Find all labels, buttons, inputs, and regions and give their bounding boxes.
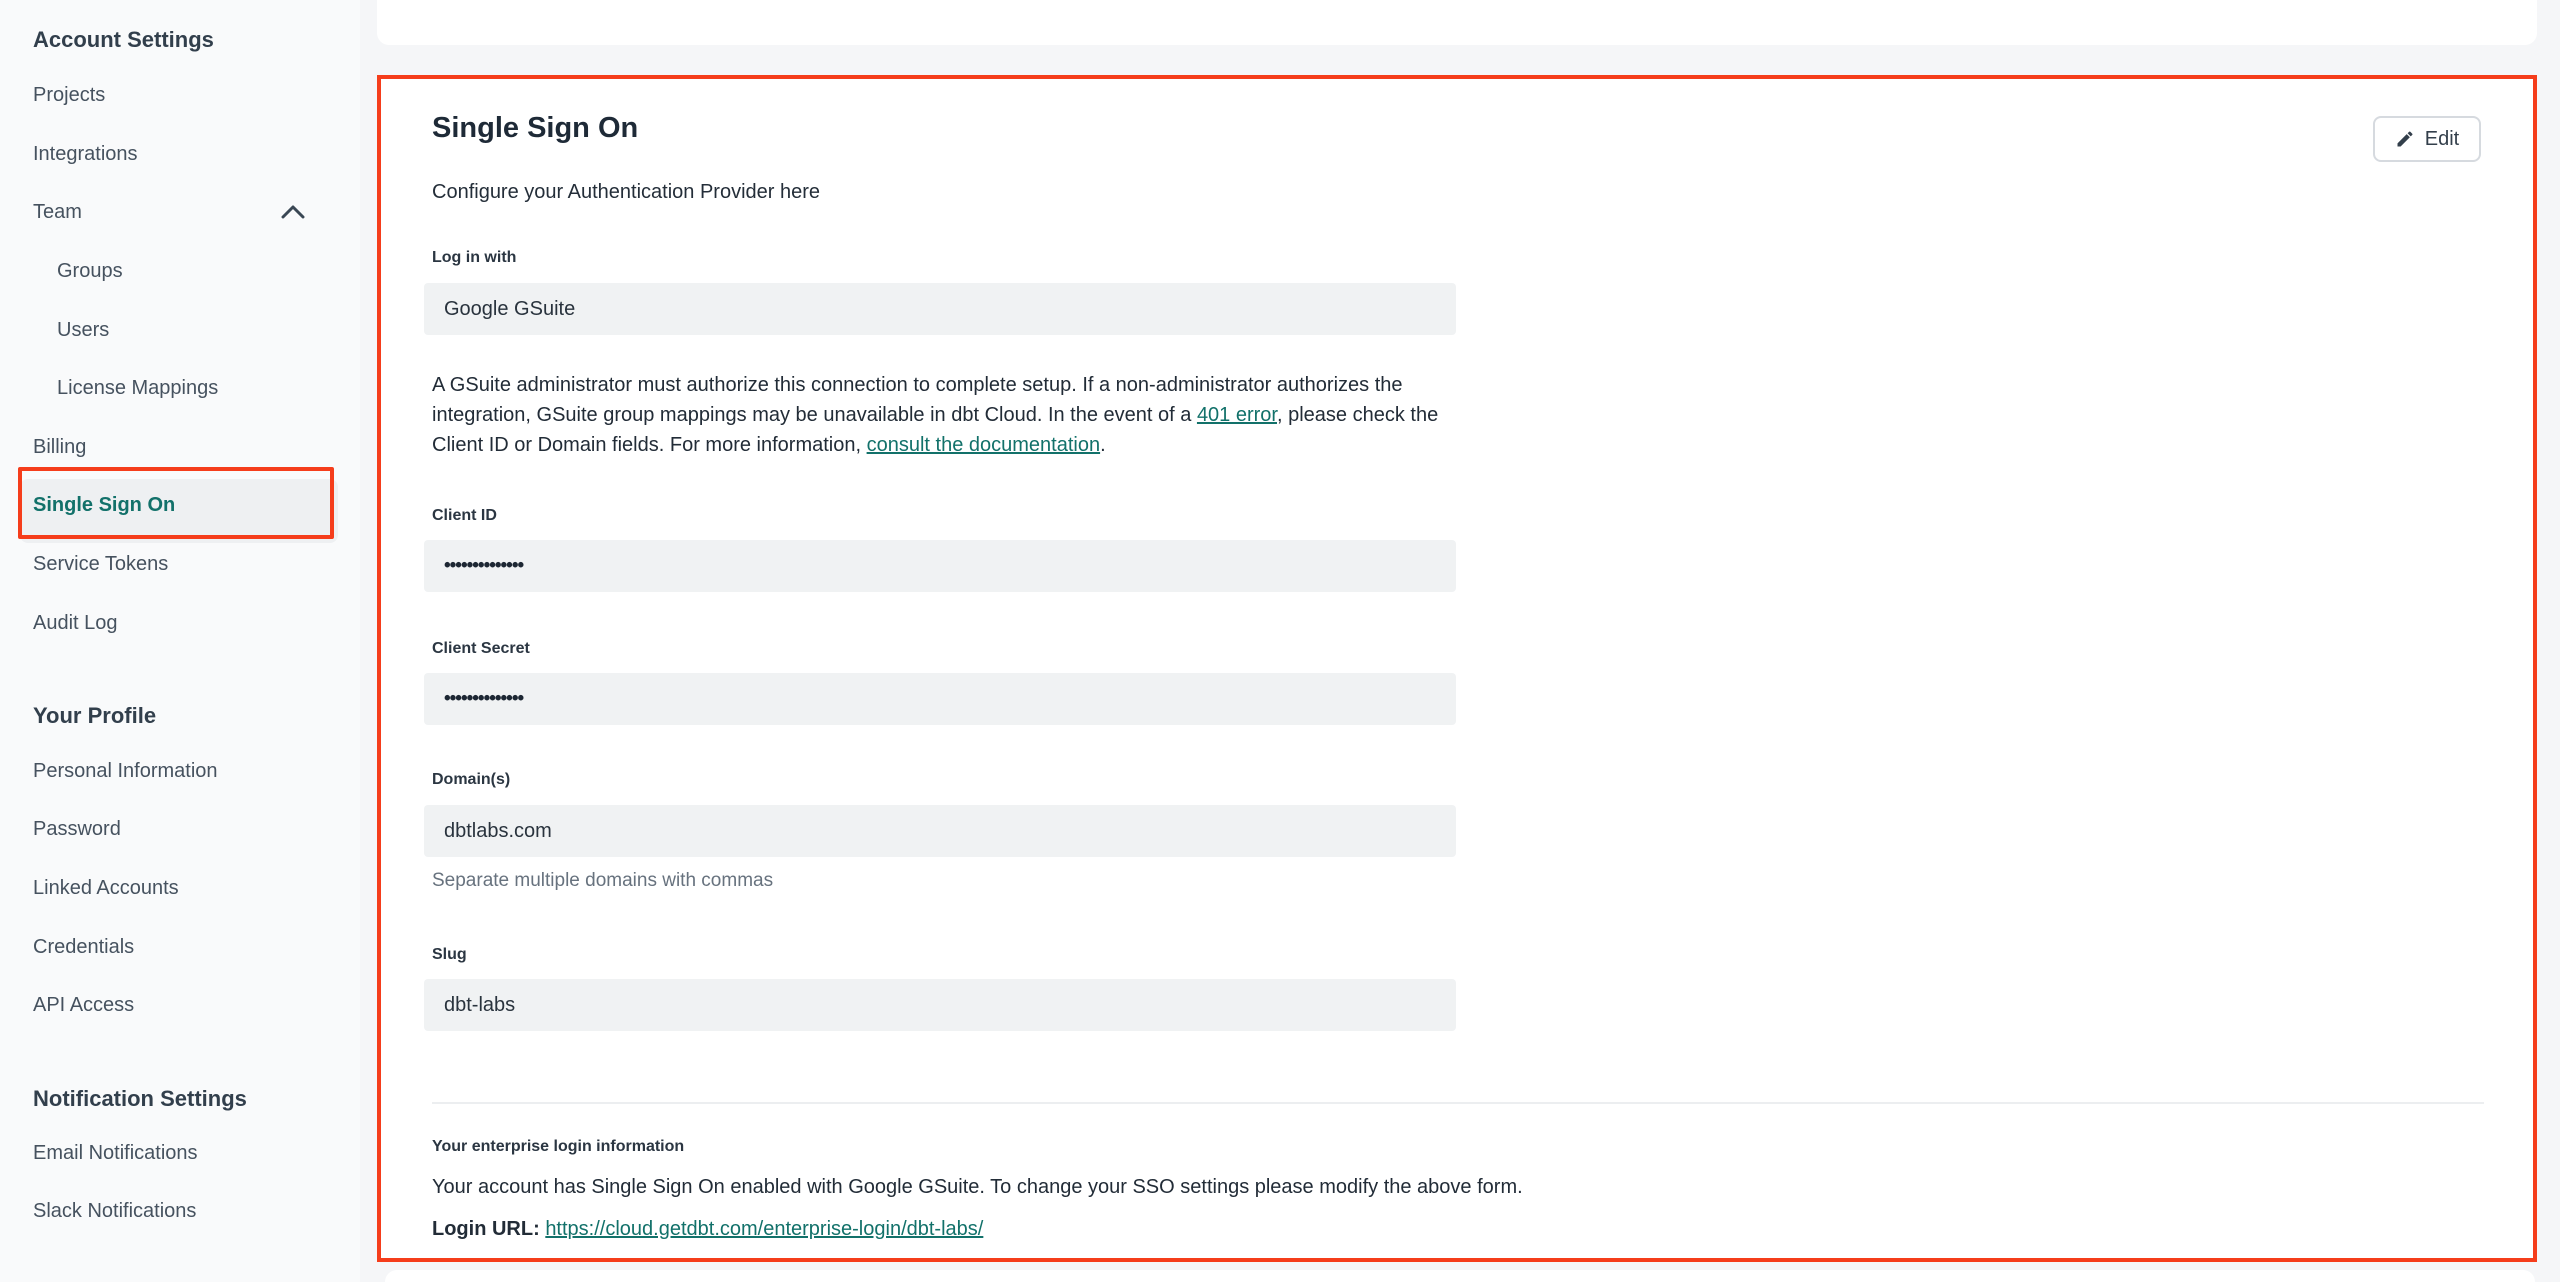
page-title: Single Sign On <box>432 112 639 144</box>
sidebar-item-single-sign-on[interactable]: Single Sign On <box>33 494 176 516</box>
slug-field[interactable]: dbt-labs <box>424 979 1456 1031</box>
login-url-link[interactable]: https://cloud.getdbt.com/enterprise-login/dbt-labs/ <box>545 1218 984 1240</box>
next-card-edge <box>385 1270 2535 1282</box>
domains-label: Domain(s) <box>432 771 511 788</box>
sidebar-item-audit-log[interactable]: Audit Log <box>33 612 118 634</box>
gsuite-note <box>432 370 1472 460</box>
sidebar-item-groups[interactable]: Groups <box>57 260 123 282</box>
domains-field[interactable]: dbtlabs.com <box>424 805 1456 857</box>
sidebar-heading-your-profile: Your Profile <box>33 703 157 728</box>
section-divider <box>432 1102 2484 1104</box>
client-secret-field[interactable]: •••••••••••••• <box>424 673 1456 725</box>
pencil-icon <box>2395 129 2415 149</box>
sidebar-heading-notification-settings: Notification Settings <box>33 1086 247 1111</box>
sidebar-item-service-tokens[interactable]: Service Tokens <box>33 553 169 575</box>
login-with-field[interactable]: Google GSuite <box>424 283 1456 335</box>
login-with-label: Log in with <box>432 249 517 266</box>
card-subtitle: Configure your Authentication Provider here <box>432 181 821 203</box>
client-id-field[interactable]: •••••••••••••• <box>424 540 1456 592</box>
sidebar-item-license-mappings[interactable]: License Mappings <box>57 377 219 399</box>
note-text-2: , please check the Client ID or Domain fields. For more information, <box>432 404 1439 456</box>
slug-label: Slug <box>432 946 467 963</box>
sidebar-item-projects[interactable]: Projects <box>33 84 106 106</box>
edit-button-label: Edit <box>2424 127 2460 150</box>
sidebar-item-users[interactable]: Users <box>57 319 110 341</box>
link-consult-documentation[interactable]: consult the documentation <box>866 434 1101 456</box>
sso-card-annotation-box <box>377 75 2537 1262</box>
client-secret-label: Client Secret <box>432 640 530 657</box>
sidebar-item-team[interactable]: Team <box>33 201 82 223</box>
note-text-1: A GSuite administrator must authorize this connection to complete setup. If a non-administrator authorizes the integration, GSuite group mappings may be unavailable in dbt Cloud. In the event of a <box>432 374 1403 426</box>
sidebar-heading-account-settings: Account Settings <box>33 27 214 52</box>
sidebar-item-email-notifications[interactable]: Email Notifications <box>33 1142 198 1164</box>
note-text-3: . <box>1100 434 1106 456</box>
sidebar-item-credentials[interactable]: Credentials <box>33 936 135 958</box>
edit-button[interactable] <box>2373 116 2481 162</box>
sidebar-item-billing[interactable]: Billing <box>33 436 87 458</box>
login-url-line <box>432 1218 983 1241</box>
domains-helper-text: Separate multiple domains with commas <box>432 870 774 891</box>
enterprise-login-body: Your account has Single Sign On enabled with Google GSuite. To change your SSO settings please modify the above form. <box>432 1176 1523 1198</box>
sidebar-item-personal-information[interactable]: Personal Information <box>33 760 218 782</box>
sidebar-item-linked-accounts[interactable]: Linked Accounts <box>33 877 179 899</box>
previous-card-edge <box>377 0 2537 45</box>
chevron-up-icon[interactable] <box>281 204 305 220</box>
sidebar-item-integrations[interactable]: Integrations <box>33 143 138 165</box>
sidebar-item-api-access[interactable]: API Access <box>33 994 135 1016</box>
sidebar-item-slack-notifications[interactable]: Slack Notifications <box>33 1200 197 1222</box>
sidebar-item-password[interactable]: Password <box>33 818 121 840</box>
client-id-label: Client ID <box>432 507 497 524</box>
enterprise-login-heading: Your enterprise login information <box>432 1138 685 1155</box>
link-401-error[interactable]: 401 error <box>1196 404 1277 426</box>
settings-sidebar <box>0 0 360 1282</box>
login-url-label: Login URL: <box>432 1218 540 1240</box>
